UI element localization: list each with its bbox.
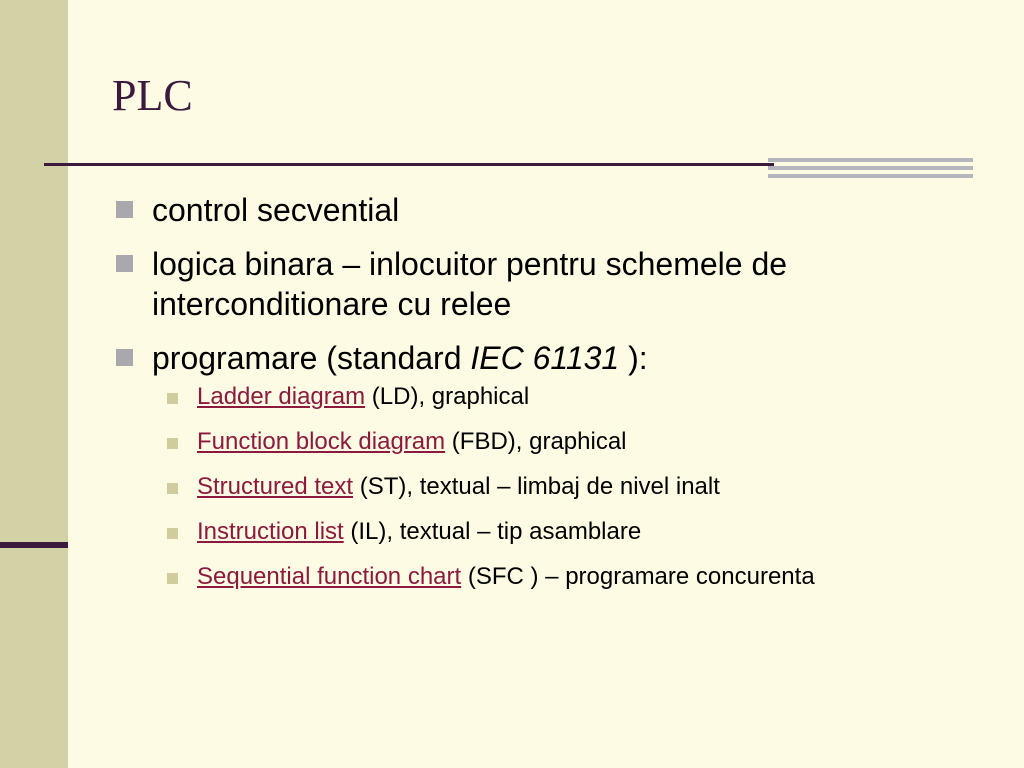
structured-text-link[interactable]: Structured text [197,473,354,500]
square-subbullet-icon [167,573,178,584]
bullet-item-logica [112,244,992,324]
sub-item-text: (SFC ) – programare concurenta [461,563,815,590]
sub-item-text: (ST), textual – limbaj de nivel inalt [353,473,720,500]
ladder-diagram-link[interactable]: Ladder diagram [197,383,366,410]
sub-item-sfc [197,562,992,592]
sequential-function-chart-link[interactable]: Sequential function chart [197,563,462,590]
bullet-list [112,190,992,592]
sub-item-ladder [197,382,992,412]
square-bullet-icon [116,349,133,366]
slide-title: PLC [112,71,193,120]
bullet-text-after: ): [619,340,648,376]
sub-item-fbd [197,427,992,457]
title-rule-accent-stripes [768,158,973,178]
sub-item-text: (LD), graphical [365,383,530,410]
sub-bullet-list [112,382,992,592]
instruction-list-link[interactable]: Instruction list [197,518,344,545]
bullet-text: control secvential [152,192,400,228]
square-subbullet-icon [167,393,178,404]
square-bullet-icon [116,201,133,218]
bullet-item-control [112,190,992,230]
sub-item-structured-text [197,472,992,502]
bullet-item-programare [112,338,992,592]
bullet-text: logica binara – inlocuitor pentru schemele de interconditionare cu relee [152,246,788,322]
standard-name: IEC 61131 [470,340,620,376]
sub-item-instruction-list [197,517,992,547]
square-subbullet-icon [167,438,178,449]
title-underline-rule [44,163,774,166]
square-bullet-icon [116,255,133,272]
side-bar-accent [0,542,68,548]
slide-content [112,190,992,607]
square-subbullet-icon [167,483,178,494]
sub-item-text: (IL), textual – tip asamblare [343,518,642,545]
side-bar-decoration [0,0,68,768]
bullet-text-before: programare (standard [152,340,471,376]
sub-item-text: (FBD), graphical [445,428,627,455]
square-subbullet-icon [167,528,178,539]
function-block-diagram-link[interactable]: Function block diagram [197,428,446,455]
